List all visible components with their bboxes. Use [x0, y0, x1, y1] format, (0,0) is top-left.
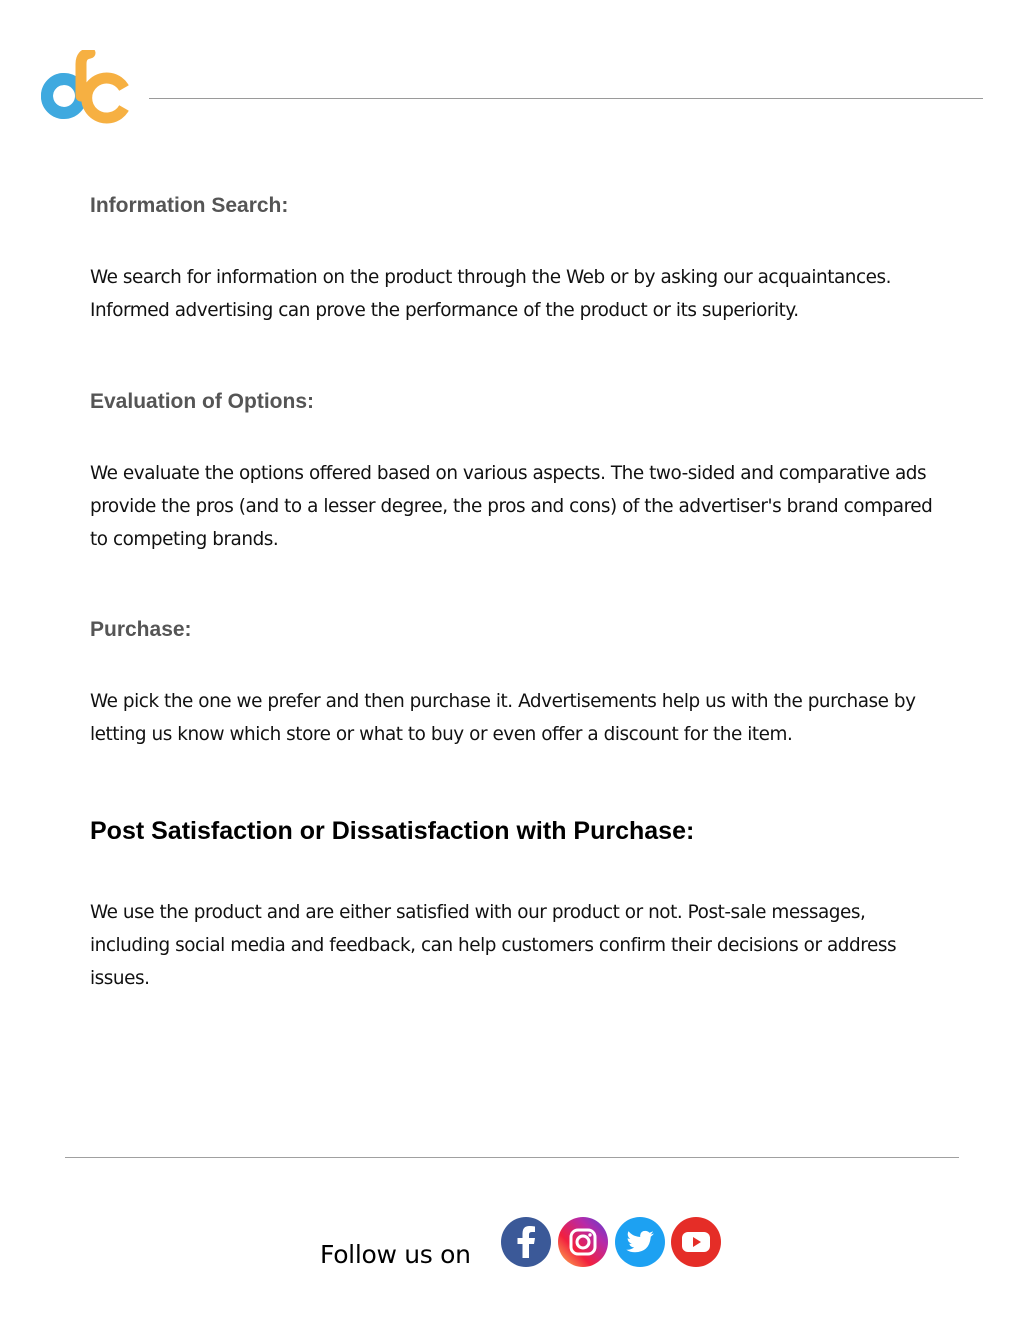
paragraph-line: We pick the one we prefer and then purchase it. Advertisements help us with the purchase by [90, 691, 916, 712]
paragraph-line: letting us know which store or what to buy or even offer a discount for the item. [90, 724, 793, 745]
section-paragraph-post-satisfaction [90, 896, 1002, 995]
paragraph-line: issues. [90, 968, 150, 989]
twitter-icon[interactable] [614, 1216, 666, 1268]
section-heading-post-satisfaction: Post Satisfaction or Dissatisfaction with Purchase: [90, 817, 695, 845]
section-heading-information-search: Information Search: [90, 194, 289, 217]
paragraph-line: We search for information on the product through the Web or by asking our acquaintances. [90, 267, 892, 288]
follow-us-label: Follow us on [320, 1240, 471, 1269]
paragraph-line: We evaluate the options offered based on various aspects. The two-sided and comparative ads [90, 463, 927, 484]
section-heading-purchase: Purchase: [90, 618, 192, 641]
facebook-icon[interactable] [500, 1216, 552, 1268]
section-paragraph-information-search [90, 261, 1002, 327]
section-heading-evaluation-of-options: Evaluation of Options: [90, 390, 314, 413]
youtube-icon[interactable] [670, 1216, 722, 1268]
section-paragraph-purchase [90, 685, 1002, 751]
header-divider [149, 98, 983, 99]
dc-logo [38, 50, 130, 124]
paragraph-line: provide the pros (and to a lesser degree, the pros and cons) of the advertiser's brand compared [90, 496, 933, 517]
paragraph-line: Informed advertising can prove the performance of the product or its superiority. [90, 300, 799, 321]
instagram-icon[interactable] [557, 1216, 609, 1268]
paragraph-line: We use the product and are either satisfied with our product or not. Post-sale messages, [90, 902, 866, 923]
paragraph-line: including social media and feedback, can help customers confirm their decisions or address [90, 935, 897, 956]
paragraph-line: to competing brands. [90, 529, 279, 550]
section-paragraph-evaluation-of-options [90, 457, 1002, 556]
footer-divider [65, 1157, 959, 1158]
